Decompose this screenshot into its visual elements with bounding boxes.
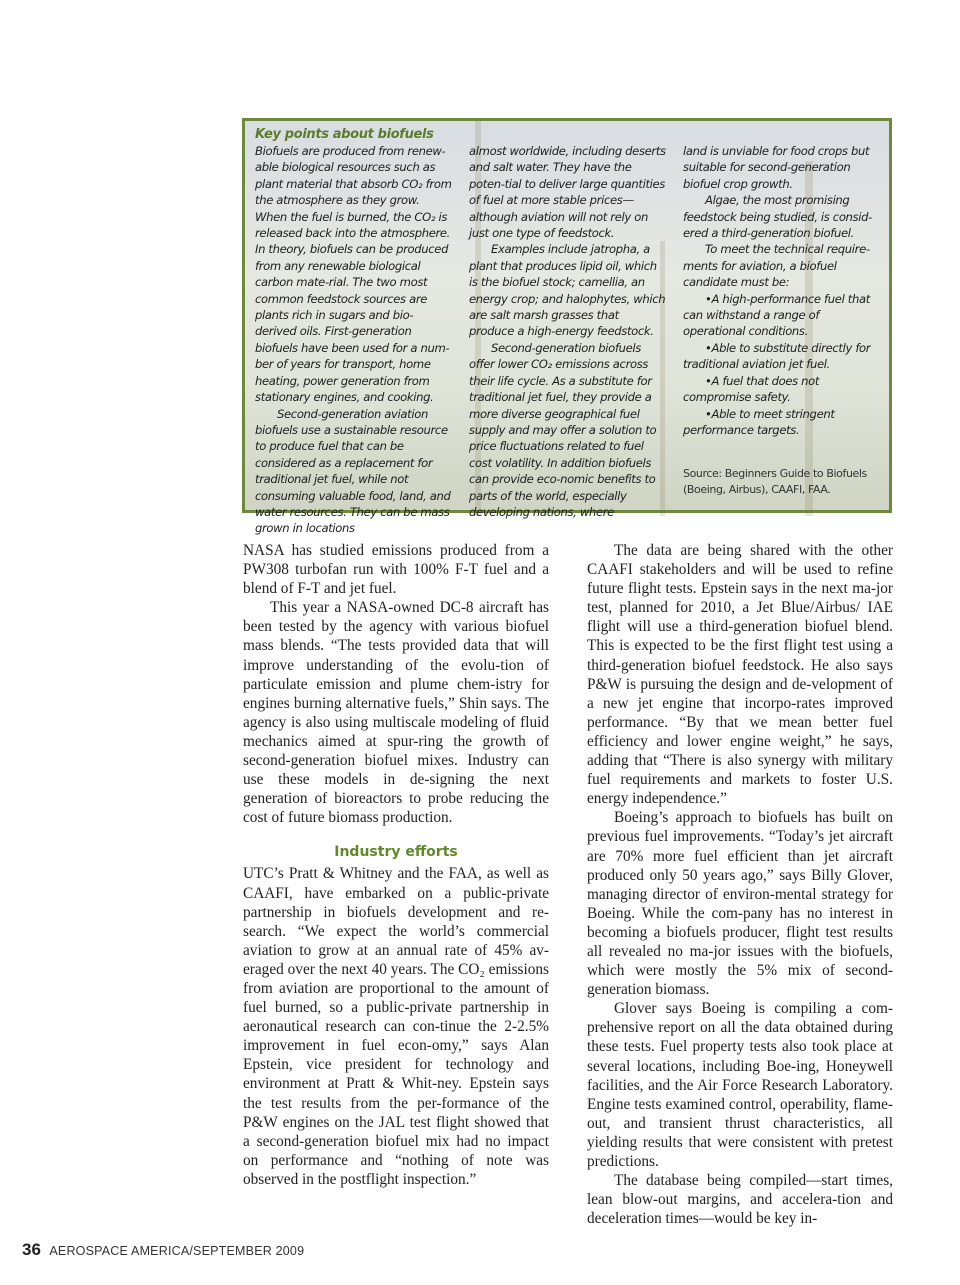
article-column-left bbox=[243, 541, 549, 1189]
sidebar-bullet: •Able to substitute directly for traditional aviation jet fuel. bbox=[683, 340, 871, 372]
article-paragraph: Glover says Boeing is compiling a com-prehensive report on all the data obtained during these tests. Fuel property tests also took place at several locations, including Boe-ing, Honeywell facilities, and the Air Force Research Laboratory. Engine tests examined control, operability, flame-out, and transient thrust characteristics, all yielding results that were consistent with pretest predictions. bbox=[587, 1000, 893, 1170]
section-heading: Industry efforts bbox=[334, 844, 458, 861]
page-footer bbox=[22, 1240, 304, 1260]
sidebar-bullet: •Able to meet stringent performance targets. bbox=[683, 406, 835, 437]
sidebar-paragraph: Second-generation biofuels offer lower CO₂ emissions across their life cycle. As a substitute for traditional jet fuel, they provide a more diverse geographical fuel supply and may offer a solution to price fluctuations related to fuel cost volatility. In addition biofuels can provide eco-nomic benefits to parts of the world, especially developing nations, where bbox=[469, 340, 657, 519]
article-paragraph: NASA has studied emissions produced from a PW308 turbofan run with 100% F-T fuel and a blend of F-T and jet fuel. bbox=[243, 542, 549, 598]
article-paragraph: This year a NASA-owned DC-8 aircraft has been tested by the agency with various biofuel mass blends. “The tests provided data that will improve understanding of the evolu-tion of particulate emission and plume chem-istry for engines burning alternative fuels,” Shin says. The agency is also using multiscale modeling of fluid mechanics aimed at spur-ring the growth of second-generation biofuel mixes. Industry can use these models in de-signing the next generation of bioreactors to probe reducing the cost of future biomass production. bbox=[243, 599, 549, 827]
sidebar-column-3 bbox=[683, 143, 873, 498]
sidebar-column-2 bbox=[469, 143, 667, 520]
article-paragraph: UTC’s Pratt & Whitney and the FAA, as well as CAAFI, have embarked on a public-private partnership in biofuels development and re-search. “We expect the world’s commercial aviation to grow at an annual rate of 45% av-eraged over the next 40 years. The CO₂ emissions from aviation are proportional to the amount of fuel burned, so a public-private partnership in aeronautical research can con-tinue the 2-2.5% improvement in fuel econ-omy,” says Alan Epstein, vice president for technology and environment at Pratt & Whit-ney. Epstein says the test results from the per-formance of the P&W engines on the JAL test flight showed that a second-generation biofuel mix had no impact on performance and “nothing of note was observed in the postflight inspection.” bbox=[243, 865, 549, 1188]
sidebar-paragraph: almost worldwide, including deserts and salt water. They have the poten-tial to deliver large quantities of fuel at more stable prices—although aviation will not rely on just one type of feedstock. bbox=[469, 144, 666, 241]
sidebar-bullet: •A fuel that does not compromise safety. bbox=[683, 373, 820, 405]
sidebar-column-1 bbox=[255, 127, 453, 537]
publication-line: AEROSPACE AMERICA/SEPTEMBER 2009 bbox=[49, 1244, 305, 1258]
biofuels-sidebar bbox=[242, 118, 892, 536]
article-paragraph: Boeing’s approach to biofuels has built on previous fuel improvements. “Today’s jet aircraft are 70% more fuel efficient than jet aircraft produced only 50 years ago,” says Billy Glover, managing director of environ-mental strategy for Boeing. While the com-pany has no interest in becoming a biofuels producer, flight test results all revealed no ma-jor issues with the biofuels, which were mostly the 5% mix of second-generation biomass. bbox=[587, 809, 893, 999]
sidebar-paragraph: Biofuels are produced from renew-able biological resources such as plant material that absorb CO₂ from the atmosphere as they grow. When the fuel is burned, the CO₂ is released back into the atmosphere. In theory, biofuels can be produced from any renewable biological carbon mate-rial. The two most common feedstock sources are plants rich in sugars and bio-derived oils. First-generation biofuels have been used for a num-ber of years for transport, home heating, power generation from stationary engines, and cooking. bbox=[255, 144, 452, 405]
article-column-right bbox=[587, 541, 893, 1228]
sidebar-paragraph: Algae, the most promising feedstock being studied, is consid-ered a third-generation biofuel. bbox=[683, 193, 872, 241]
sidebar-paragraph: To meet the technical require-ments for aviation, a biofuel candidate must be: bbox=[683, 242, 870, 290]
page-number: 36 bbox=[22, 1240, 41, 1259]
sidebar-paragraph: land is unviable for food crops but suitable for second-generation biofuel crop growth. bbox=[683, 144, 870, 191]
sidebar-title: Key points about biofuels bbox=[255, 127, 434, 142]
sidebar-bullet: •A high-performance fuel that can withstand a range of operational conditions. bbox=[683, 291, 870, 339]
sidebar-paragraph: Examples include jatropha, a plant that produces lipid oil, which is the biofuel stock; camellia, an energy crop; and halophytes, which are salt marsh grasses that produce a high-energy feedstock. bbox=[469, 242, 666, 339]
sidebar-source: Source: Beginners Guide to Biofuels (Boeing, Airbus), CAAFI, FAA. bbox=[683, 467, 867, 497]
sidebar-paragraph: Second-generation aviation biofuels use a sustainable resource to produce fuel that can be considered as a replacement for traditional jet fuel, while not consuming valuable food, land, and water resources. They can be mass grown in locations bbox=[255, 406, 451, 536]
article-paragraph: The data are being shared with the other CAAFI stakeholders and will be used to refine future flight tests. Epstein says in the next ma-jor test, planned for 2010, a Jet Blue/Airbus/ IAE flight will use a third-generation biofuel blend. This is expected to be the first flight test using a third-generation biofuel feedstock. He also says P&W is pursuing the design and de-velopment of a new jet engine that incorpo-rates improved performance. “By that we mean better fuel efficiency and lower engine weight,” he says, adding that “There is also synergy with military fuel requirements and markets to foster U.S. energy independence.” bbox=[587, 542, 893, 808]
article-paragraph: The database being compiled—start times, lean blow-out margins, and accelera-tion and deceleration times—would be key in- bbox=[587, 1172, 893, 1228]
